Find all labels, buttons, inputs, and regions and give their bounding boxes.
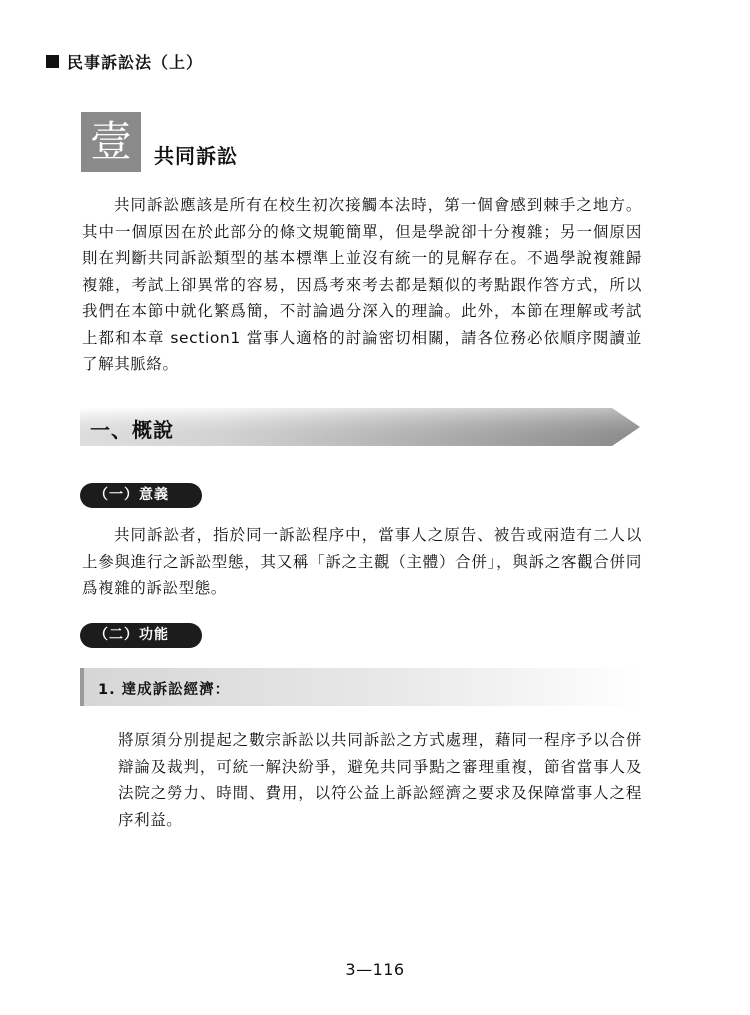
meaning-paragraph: 共同訴訟者，指於同一訴訟程序中，當事人之原告、被告或兩造有二人以上參與進行之訴訟型態，其又稱「訴之主觀（主體）合併」，與訴之客觀合併同爲複雜的訴訟型態。	[82, 526, 642, 597]
item-title: 1. 達成訴訟經濟：	[98, 682, 231, 698]
section-title: 一、概說	[90, 418, 174, 442]
page-number: 3—116	[345, 960, 405, 979]
square-bullet-icon	[46, 55, 59, 68]
running-header	[46, 50, 203, 73]
item-heading-bar	[80, 668, 642, 706]
running-title: 民事訴訟法（上）	[67, 53, 204, 72]
subsection-label-function: （二）功能	[80, 623, 202, 648]
chapter-title: 共同訴訟	[154, 144, 238, 168]
chapter-number-box: 壹	[81, 112, 141, 172]
function-paragraph: 將原須分別提起之數宗訴訟以共同訴訟之方式處理，藉同一程序予以合併辯論及裁判，可統一解決紛爭，避免共同爭點之審理重複，節省當事人及法院之勞力、時間、費用，以符公益上訴訟經濟之要求及保障當事人之程序利益。	[118, 731, 642, 829]
subsection-label-meaning: （一）意義	[80, 483, 202, 508]
intro-paragraph: 共同訴訟應該是所有在校生初次接觸本法時，第一個會感到棘手之地方。其中一個原因在於此部分的條文規範簡單，但是學說卻十分複雜；另一個原因則在判斷共同訴訟類型的基本標準上並沒有統一的見解存在。不過學說複雜歸複雜，考試上卻異常的容易，因爲考來考去都是類似的考點跟作答方式，所以我們在本節中就化繁爲簡，不討論過分深入的理論。此外，本節在理解或考試上都和本章 section1 當事人適格的討論密切相關，請各位務必依順序閱讀並了解其脈絡。	[82, 196, 642, 373]
section-heading-bar	[80, 408, 640, 446]
